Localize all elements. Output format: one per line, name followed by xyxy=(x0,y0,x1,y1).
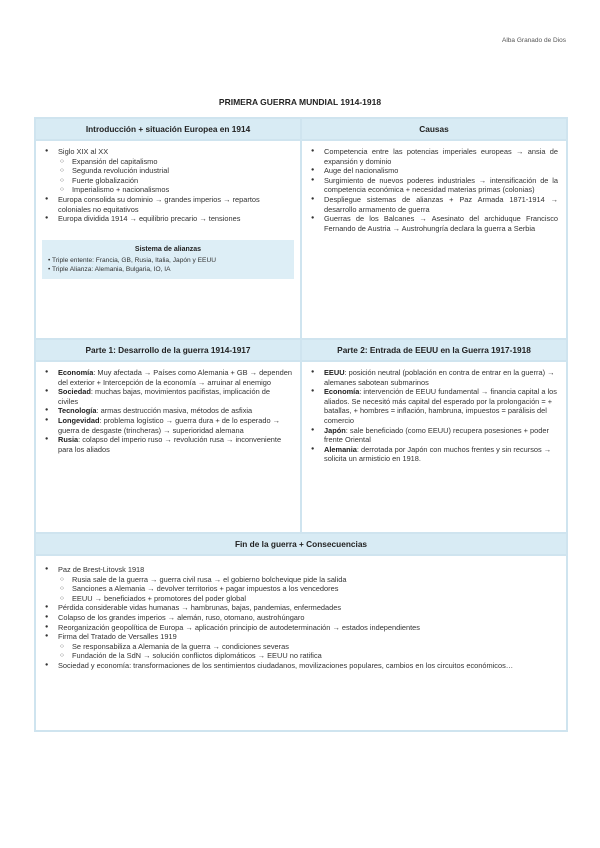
part1-cell xyxy=(35,361,301,533)
list-subitem: ○ Expansión del capitalismo xyxy=(72,157,292,167)
list-item: ● EEUU: posición neutral (población en contra de entrar en la guerra) → alemanes sabotean submarinos xyxy=(324,368,558,387)
list-item: ● Pérdida considerable vidas humanas → hambrunas, bajas, pandemias, enfermedades xyxy=(58,603,558,613)
list-subitem: ○ Sanciones a Alemania → devolver territorios + pagar impuestos a los vencedores xyxy=(72,584,558,594)
list-item: ● Tecnología: armas destrucción masiva, métodos de asfixia xyxy=(58,406,292,416)
summary-table xyxy=(34,117,568,732)
alliances-title: Sistema de alianzas xyxy=(134,245,202,253)
causes-cell xyxy=(301,140,567,339)
list-item: ● Europa dividida 1914 → equilibrio precario → tensiones xyxy=(58,214,292,224)
list-item: ● Longevidad: problema logístico → guerra dura + de lo esperado → guerra de desgaste (trincheras) → superioridad alemana xyxy=(58,416,292,435)
list-item: ● Competencia entre las potencias imperiales europeas → ansia de expansión y dominio xyxy=(324,147,558,166)
list-item: ● Sociedad: muchas bajas, movimientos pacifistas, implicación de civiles xyxy=(58,387,292,406)
list-item: ● Europa consolida su dominio → grandes imperios → repartos coloniales no equitativos xyxy=(58,195,292,214)
part2-cell xyxy=(301,361,567,533)
alliance-item: • Triple Alianza: Alemania, Bulgaria, IO, IA xyxy=(48,265,288,274)
list-item: ● Auge del nacionalismo xyxy=(324,166,558,176)
list-subitem: ○ EEUU → beneficiados + promotores del poder global xyxy=(72,594,558,604)
alliances-box xyxy=(42,240,294,279)
list-item: ● Despliegue sistemas de alianzas + Paz Armada 1871-1914 → desarrollo armamento de guerra xyxy=(324,195,558,214)
list-subitem: ○ Se responsabiliza a Alemania de la guerra → condiciones severas xyxy=(72,642,558,652)
list-item: ● Alemania: derrotada por Japón con muchos frentes y sin recursos → solicita un armisticio en 1918. xyxy=(324,445,558,464)
list-item: ● Japón: sale beneficiado (como EEUU) recupera posesiones + poder frente Oriental xyxy=(324,426,558,445)
end-header: Fin de la guerra + Consecuencias xyxy=(35,533,567,555)
list-item: ● Sociedad y economía: transformaciones de los sentimientos ciudadanos, movilizaciones populares, cambios en los circuitos económicos… xyxy=(58,661,558,671)
causes-header: Causas xyxy=(301,118,567,140)
list-item: ● Reorganización geopolítica de Europa → aplicación principio de autodeterminación → estados independientes xyxy=(58,623,558,633)
end-cell xyxy=(35,555,567,731)
list-subitem: ○ Rusia sale de la guerra → guerra civil rusa → el gobierno bolchevique pide la salida xyxy=(72,575,558,585)
list-subitem: ○ Segunda revolución industrial xyxy=(72,166,292,176)
list-item: ● Guerras de los Balcanes → Asesinato del archiduque Francisco Fernando de Austria → Austrohungría declara la guerra a Serbia xyxy=(324,214,558,233)
list-item: ● Surgimiento de nuevos poderes industriales → intensificación de la competencia económica + necesidad materias primas (colonias) xyxy=(324,176,558,195)
alliance-item: • Triple entente: Francia, GB, Rusia, Italia, Japón y EEUU xyxy=(48,256,288,265)
list-item: ● Colapso de los grandes imperios → alemán, ruso, otomano, austrohúngaro xyxy=(58,613,558,623)
list-subitem: ○ Fundación de la SdN → solución conflictos diplomáticos → EEUU no ratifica xyxy=(72,651,558,661)
list-subitem: ○ Imperialismo + nacionalismos xyxy=(72,185,292,195)
intro-cell xyxy=(35,140,301,339)
part1-header: Parte 1: Desarrollo de la guerra 1914-1917 xyxy=(35,339,301,361)
part2-header: Parte 2: Entrada de EEUU en la Guerra 1917-1918 xyxy=(301,339,567,361)
list-item: ● Siglo XIX al XX ○ Expansión del capitalismo ○ Segunda revolución industrial ○ Fuerte globalización ○ Imperialismo + nacionalismos xyxy=(58,147,292,195)
page-title: PRIMERA GUERRA MUNDIAL 1914-1918 xyxy=(218,97,382,107)
intro-header: Introducción + situación Europea en 1914 xyxy=(35,118,301,140)
list-item: ● Firma del Tratado de Versalles 1919 ○ Se responsabiliza a Alemania de la guerra → condiciones severas ○ Fundación de la SdN → solución conflictos diplomáticos → EEUU no ratifica xyxy=(58,632,558,661)
list-subitem: ○ Fuerte globalización xyxy=(72,176,292,186)
list-item: ● Rusia: colapso del imperio ruso → revolución rusa → inconveniente para los aliados xyxy=(58,435,292,454)
list-item: ● Economía: intervención de EEUU fundamental → financia capital a los aliados. Se necesitó más capital del esperado por la prolongación = + batallas, + hombres = inflación, hambruna, impuestos = parálisis del comercio xyxy=(324,387,558,425)
list-item: ● Paz de Brest-Litovsk 1918 ○ Rusia sale de la guerra → guerra civil rusa → el gobierno bolchevique pide la salida ○ Sanciones a Alemania → devolver territorios + pagar impuestos a los vencedores ○ EEUU → beneficiados + promotores del poder global xyxy=(58,565,558,603)
author-name: Alba Granado de Dios xyxy=(502,37,566,44)
list-item: ● Economía: Muy afectada → Países como Alemania + GB → dependen del exterior + Intercepción de la economía → arruinar al enemigo xyxy=(58,368,292,387)
